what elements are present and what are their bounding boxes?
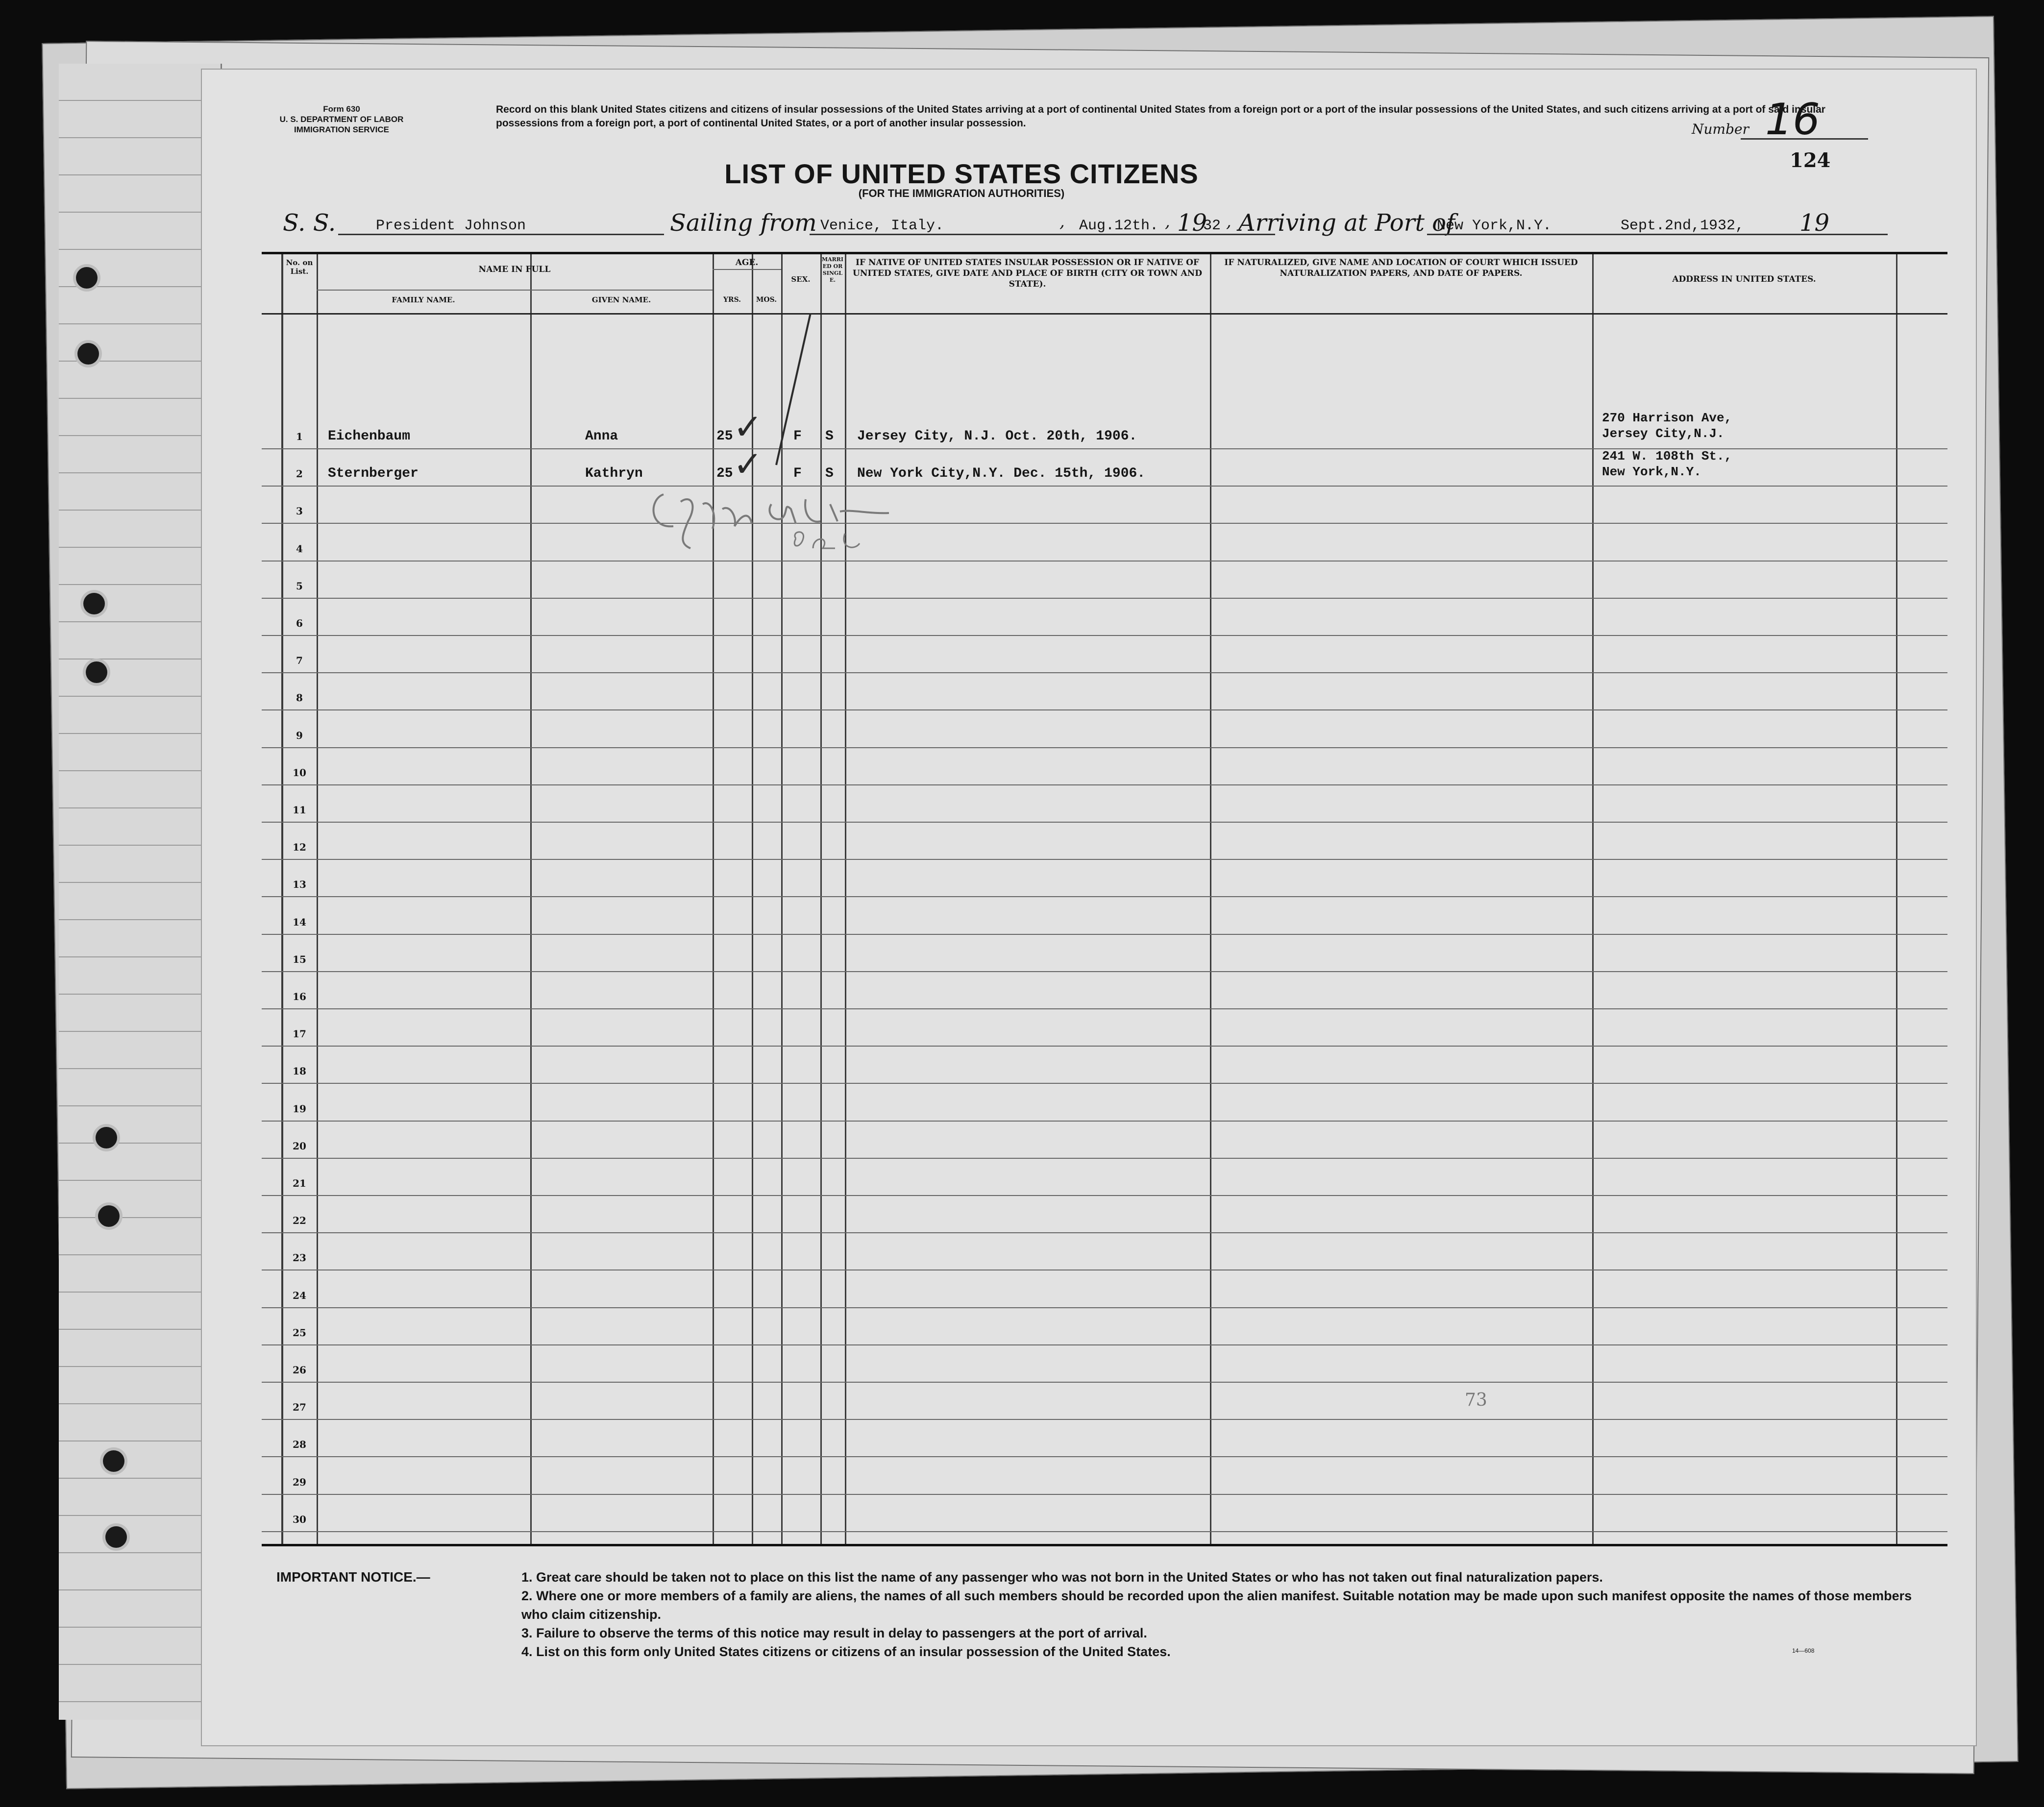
binder-hole (103, 1450, 124, 1472)
form-code: 14—608 (1792, 1647, 1815, 1654)
row-number: 18 (293, 1065, 306, 1077)
row-number: 4 (296, 542, 303, 555)
row-rule (262, 1232, 1947, 1233)
notice-item-3: 3. Failure to observe the terms of this notice may result in delay to passengers at the port of arrival. (521, 1626, 1147, 1640)
row-rule (262, 1344, 1947, 1345)
row-rule (262, 486, 1947, 487)
row-number: 3 (296, 505, 303, 517)
header-sex: SEX. (791, 275, 811, 284)
row-rule (262, 1419, 1947, 1420)
sex-1: F (793, 429, 802, 444)
header-rule (713, 269, 781, 270)
binder-hole (76, 267, 98, 289)
sheet-number: 124 (1790, 149, 1831, 172)
form-number: Form 630 (323, 104, 360, 114)
column-rule (1210, 254, 1211, 1544)
address-line1-1: 270 Harrison Ave, (1602, 411, 1732, 425)
row-rule (262, 598, 1947, 599)
row-rule (262, 1382, 1947, 1383)
column-rule (1592, 254, 1594, 1544)
header-rule (317, 290, 713, 291)
header-no: No. on List. (286, 258, 313, 276)
age-years-1: 25 (716, 429, 733, 444)
row-rule (262, 1046, 1947, 1047)
row-number: 25 (293, 1326, 306, 1339)
notice-item-4: 4. List on this form only United States citizens or citizens of an insular possession of the United States. (521, 1644, 1171, 1659)
address-line1-2: 241 W. 108th St., (1602, 449, 1732, 464)
row-rule (262, 971, 1947, 972)
birth-place-date-2: New York City,N.Y. Dec. 15th, 1906. (857, 466, 1146, 481)
row-rule (262, 859, 1947, 860)
header-address: ADDRESS IN UNITED STATES. (1672, 274, 1816, 284)
sailing-year-prefix: 19 (1177, 209, 1207, 237)
row-number: 5 (296, 580, 303, 592)
row-number: 17 (293, 1028, 306, 1040)
binder-hole (86, 661, 107, 683)
row-number: 27 (293, 1401, 306, 1414)
diagonal-stroke-mark (771, 313, 815, 470)
row-number: 2 (296, 468, 303, 480)
header-family-name: FAMILY NAME. (392, 295, 455, 304)
check-mark-icon: ✓ (733, 443, 763, 485)
row-number: 8 (296, 692, 303, 704)
arriving-label: Arriving at Port of (1238, 209, 1455, 237)
row-number: 15 (293, 953, 306, 965)
sex-2: F (793, 466, 802, 481)
row-rule (262, 1158, 1947, 1159)
row-number: 29 (293, 1476, 306, 1488)
row-rule (262, 822, 1947, 823)
sailing-port: Venice, Italy. (820, 218, 944, 234)
row-rule (262, 1083, 1947, 1084)
form-reference (226, 104, 457, 135)
sailing-date: Aug.12th. (1079, 218, 1159, 234)
address-line2-2: New York,N.Y. (1602, 464, 1701, 479)
address-line2-1: Jersey City,N.J. (1602, 426, 1724, 441)
header-naturalization: IF NATURALIZED, GIVE NAME AND LOCATION OF COURT WHICH ISSUED NATURALIZATION PAPERS, AND DATE OF PAPERS. (1224, 258, 1578, 278)
underlying-lined-page (59, 64, 222, 1720)
row-rule (262, 747, 1947, 748)
row-number: 11 (293, 804, 306, 816)
row-rule (262, 523, 1947, 524)
sailing-year-suffix: 32 (1203, 218, 1221, 234)
manifest-page: Form 630 U. S. DEPARTMENT OF LABOR IMMIGRATION SERVICE Record on this blank United States citizens and citizens of insular possessions of the United States arriving at a port of continental United States from a foreign port or a port of the insular possessions of the United States, and such citizens arriving at a port of said insular possessions from a foreign port, a port of continental United States, or a port of another insular possession. Number 16 124 LIST OF UNITED STATES CITIZENS (FOR THE IMMIGRATION AUTHORITIES) S. S. President Johnson Sailing from Venice, Italy. , Aug.12th. , 19 32 , Arriving at Port of New York,N.Y. Sept.2nd,1932, 19 No. on List. NAME IN FULL FAMILY NAME. GIVEN NAME. AGE. YRS. MOS. SEX. MARRIED OR SINGLE. IF NATIVE OF UNITED STATES INSULAR POSSESSION OR IF NATIVE OF UNITED STATES, GIVE DATE AND PLACE OF BIRTH (CITY OR TOWN AND STATE). IF NATURALIZED, GIVE NAME AND LOCATION OF COURT WHICH ISSUED NATURALIZATION PAPERS, AND DATE OF PAPERS. ADDRESS IN UNITED STATES. 1 2 3 4 5 6 7 8 9 10 11 12 13 14 15 16 17 18 19 20 21 22 23 24 25 26 27 28 29 30 Eichenbaum Anna 25 ✓ F S Jersey City, N.J. Oct. 20th, 1906. 270 Harrison Ave, Jersey City,N.J. Sternberger Kathryn 25 ✓ F S New York City,N.Y. Dec. 15th, 1906. 241 W. 108th St., New York,N.Y. 73 IMPORTANT NOTICE.— 1. Great care should be taken not to place on this list the name of any passenger who was not born in the United States or who has not taken out final naturalization papers. 2. Where one or more members of a family are aliens, the names of all such members should be recorded upon the alien manifest. Suitable notation may be made upon such manifest opposite the names of those members who claim citizenship. 3. Failure to observe the terms of this notice may result in delay to passengers at the port of arrival. 4. List on this form only United States citizens or citizens of an insular possession of the United States. 14—608 (201, 69, 1977, 1746)
row-number: 13 (293, 879, 306, 891)
row-number: 16 (293, 991, 306, 1002)
binder-hole (83, 593, 105, 614)
binder-hole (98, 1205, 120, 1227)
header-birth: IF NATIVE OF UNITED STATES INSULAR POSSESSION OR IF NATIVE OF UNITED STATES, GIVE DATE AND PLACE OF BIRTH (CITY OR TOWN AND STATE). (853, 258, 1202, 289)
row-number: 28 (293, 1439, 306, 1451)
family-name-1: Eichenbaum (328, 429, 411, 444)
given-name-1: Anna (585, 429, 618, 444)
row-rule (262, 1456, 1947, 1457)
column-rule (317, 254, 318, 1544)
check-mark-icon: ✓ (733, 406, 763, 447)
row-rule (262, 635, 1947, 636)
row-number: 9 (296, 729, 303, 741)
ship-name: President Johnson (376, 218, 526, 234)
row-rule (262, 1494, 1947, 1495)
notice-item-1: 1. Great care should be taken not to place on this list the name of any passenger who was not born in the United States or who has not taken out final naturalization papers. (521, 1570, 1603, 1585)
row-rule (262, 784, 1947, 785)
birth-place-date-1: Jersey City, N.J. Oct. 20th, 1906. (857, 429, 1137, 444)
header-yrs: YRS. (723, 296, 741, 304)
column-rule (713, 254, 714, 1544)
passenger-table (262, 252, 1947, 1546)
row-rule (262, 709, 1947, 710)
form-instruction: Record on this blank United States citizens and citizens of insular possessions of the United States arriving at a port of continental United States from a foreign port or a port of the insular possessions of the United States, and such citizens arriving at a port of said insular possessions from a foreign port, a port of continental United States, or a port of another insular possession. (496, 104, 1825, 129)
notice-item-2: 2. Where one or more members of a family are aliens, the names of all such members should be recorded upon the alien manifest. Suitable notation may be made upon such manifest opposite the names of those members who claim citizenship. (521, 1588, 1912, 1622)
stray-number-mark: 73 (1465, 1390, 1487, 1410)
row-number: 6 (296, 617, 303, 629)
header-name-in-full: NAME IN FULL (478, 265, 551, 274)
arrival-port: New York,N.Y. (1437, 218, 1552, 234)
row-number: 30 (293, 1513, 306, 1525)
row-rule (262, 1531, 1947, 1532)
row-number: 23 (293, 1252, 306, 1264)
header-bottom-rule (262, 313, 1947, 315)
page-subtitle: (FOR THE IMMIGRATION AUTHORITIES) (858, 187, 1065, 199)
column-rule (1896, 254, 1897, 1544)
row-number: 10 (293, 766, 306, 779)
row-number: 19 (293, 1102, 306, 1115)
column-rule (845, 254, 846, 1544)
age-years-2: 25 (716, 466, 733, 481)
row-rule (262, 934, 1947, 935)
binder-hole (96, 1127, 117, 1148)
header-given-name: GIVEN NAME. (591, 295, 651, 304)
header-age: AGE. (735, 258, 759, 268)
row-rule (262, 1307, 1947, 1308)
row-rule (262, 896, 1947, 897)
row-number: 22 (293, 1215, 306, 1227)
row-number: 7 (296, 655, 303, 667)
row-number: 26 (293, 1364, 306, 1376)
row-rule (262, 1121, 1947, 1122)
marital-status-1: S (825, 429, 834, 444)
notice-heading: IMPORTANT NOTICE.— (276, 1569, 430, 1585)
row-number: 12 (293, 841, 306, 854)
sailing-label: Sailing from (670, 209, 817, 237)
row-rule (262, 561, 1947, 562)
row-rule (262, 1195, 1947, 1196)
binder-hole (77, 343, 99, 365)
marital-status-2: S (825, 466, 834, 481)
row-rule (262, 672, 1947, 673)
family-name-2: Sternberger (328, 466, 419, 481)
column-rule (530, 254, 532, 1544)
header-mos: MOS. (756, 296, 777, 304)
row-number: 14 (293, 916, 306, 928)
row-number: 1 (296, 431, 303, 442)
arrival-date: Sept.2nd,1932, (1621, 218, 1745, 234)
page-title: LIST OF UNITED STATES CITIZENS (724, 158, 1199, 189)
header-married-single: MARRIED OR SINGLE. (821, 256, 844, 283)
number-value: 16 (1765, 94, 1820, 145)
binder-hole (105, 1526, 127, 1548)
number-label: Number (1692, 121, 1749, 137)
arrival-year: 19 (1799, 209, 1830, 237)
handwritten-annotation-scribble (644, 475, 918, 558)
column-rule (820, 254, 822, 1544)
ship-label: S. S. (283, 209, 336, 237)
row-rule (262, 1008, 1947, 1009)
service-name: IMMIGRATION SERVICE (294, 125, 389, 134)
row-number: 21 (293, 1177, 306, 1189)
row-number: 24 (293, 1289, 306, 1301)
department-name: U. S. DEPARTMENT OF LABOR (279, 115, 404, 124)
row-number: 20 (293, 1140, 306, 1152)
column-rule (281, 254, 283, 1544)
given-name-2: Kathryn (585, 466, 643, 481)
